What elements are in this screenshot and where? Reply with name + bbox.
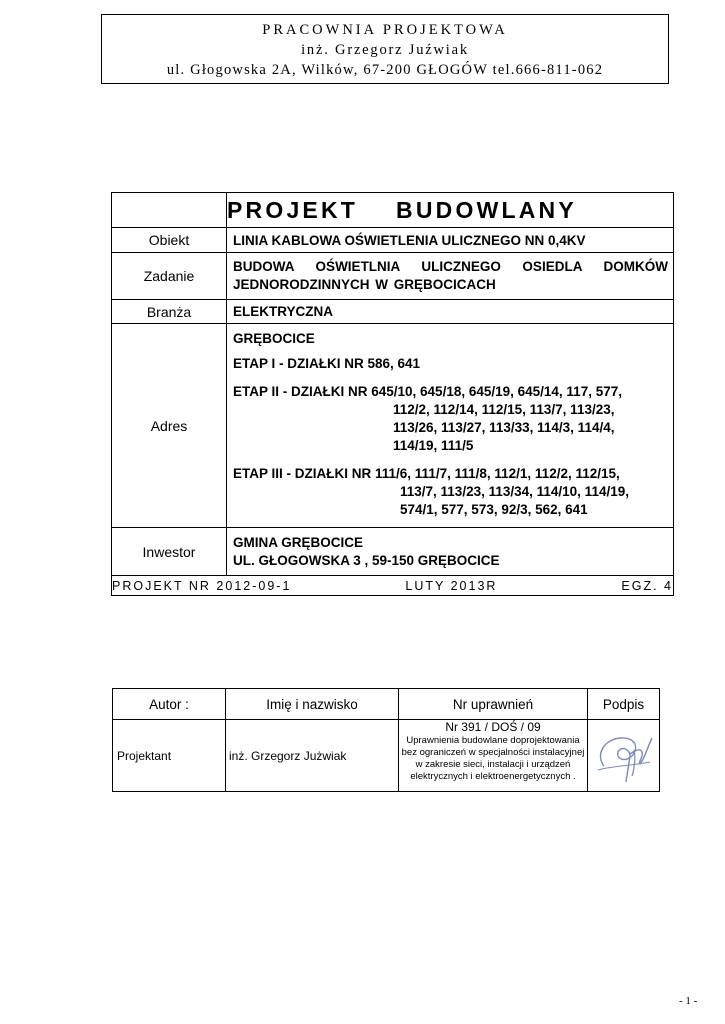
office-engineer: inż. Grzegorz Juźwiak (301, 42, 469, 58)
inwestor-name: GMINA GRĘBOCICE (233, 534, 364, 550)
etap3-line: 574/1, 577, 573, 92/3, 562, 641 (400, 502, 588, 517)
authors-table (112, 688, 660, 792)
licence-desc-line: w zakresie sieci, instalacji i urządzeń (415, 759, 571, 770)
licence-cell (399, 720, 588, 792)
signature-image (590, 726, 658, 786)
author-role: Projektant (113, 720, 226, 792)
obiekt-value: LINIA KABLOWA OŚWIETLENIA ULICZNEGO NN 0,4KV (227, 228, 674, 253)
licence-desc-line: Uprawnienia budowlane doprojektowania (406, 735, 580, 746)
adres-cell (227, 324, 674, 528)
adres-label: Adres (112, 324, 227, 528)
project-date: LUTY 2013R (405, 578, 498, 593)
etap2-line: 112/2, 112/14, 112/15, 113/7, 113/23, (393, 402, 615, 417)
project-footer (112, 576, 674, 596)
etap3-line: 113/7, 113/23, 113/34, 114/10, 114/19, (400, 484, 629, 499)
obiekt-label: Obiekt (112, 228, 227, 253)
office-address: ul. Głogowska 2A, Wilków, 67-200 GŁOGÓW tel.666-811-062 (166, 62, 604, 78)
licence-desc-line: elektrycznych i elektroenergetycznych . (410, 771, 576, 782)
project-title (227, 193, 668, 227)
branza-label: Branża (112, 300, 227, 324)
adres-etap2 (233, 383, 668, 455)
author-name: inż. Grzegorz Jużwiak (226, 720, 399, 792)
col-header-nr: Nr uprawnień (399, 689, 588, 720)
etap2-line: 113/26, 113/27, 113/33, 114/3, 114/4, (393, 420, 615, 435)
adres-town: GRĘBOCICE (233, 331, 315, 346)
project-number: PROJEKT NR 2012-09-1 (112, 578, 292, 593)
adres-etap3 (233, 465, 668, 519)
etap2-line: 114/19, 111/5 (393, 438, 474, 453)
col-header-autor: Autor : (113, 689, 226, 720)
project-title-table (111, 192, 674, 596)
col-header-sign: Podpis (588, 689, 660, 720)
title-cell (227, 193, 674, 228)
licence-desc-line: bez ograniczeń w specjalności instalacyjnej (401, 747, 585, 758)
licence-number: Nr 391 / DOŚ / 09 (445, 720, 541, 734)
col-header-name: Imię i nazwisko (226, 689, 399, 720)
inwestor-address: UL. GŁOGOWSKA 3 , 59-150 GRĘBOCICE (233, 552, 500, 568)
inwestor-cell (227, 528, 674, 576)
inwestor-label: Inwestor (112, 528, 227, 576)
branza-value: ELEKTRYCZNA (227, 300, 674, 324)
title-word-projekt: PROJEKT (227, 197, 359, 223)
title-spacer-cell (112, 193, 227, 228)
zadanie-value: BUDOWA OŚWIETLNIA ULICZNEGO OSIEDLA DOMKÓW JEDNORODZINNYCH W GRĘBOCICACH (233, 259, 668, 292)
etap2-line: ETAP II - DZIAŁKI NR 645/10, 645/18, 645/19, 645/14, 117, 577, (233, 384, 622, 399)
title-word-budowlany: BUDOWLANY (396, 197, 577, 223)
etap3-line: ETAP III - DZIAŁKI NR 111/6, 111/7, 111/8, 112/1, 112/2, 112/15, (233, 466, 620, 481)
office-name: PRACOWNIA PROJEKTOWA (262, 22, 508, 38)
signature-cell (588, 720, 660, 792)
page-number: - 1 - (679, 995, 698, 1007)
adres-etap1: ETAP I - DZIAŁKI NR 586, 641 (233, 356, 421, 371)
copy-number: EGZ. 4 (621, 578, 673, 593)
zadanie-cell (227, 253, 674, 300)
design-office-header (101, 14, 669, 84)
zadanie-label: Zadanie (112, 253, 227, 300)
